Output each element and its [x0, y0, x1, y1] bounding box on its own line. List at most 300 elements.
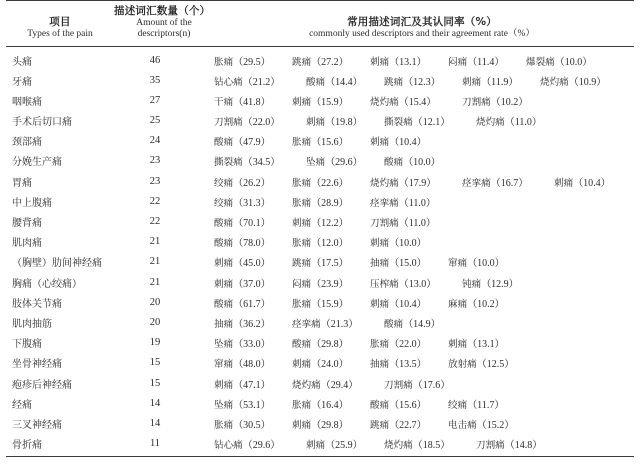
- descriptor-agreement-rate: （27.2）: [311, 56, 349, 68]
- descriptor-item: [302, 153, 380, 168]
- pain-descriptor-table: [6, 0, 634, 457]
- descriptor-item: [366, 234, 444, 249]
- cell-descriptors: [210, 151, 634, 171]
- descriptor-agreement-rate: （18.5）: [412, 440, 451, 452]
- descriptor-word: 抽痛: [370, 258, 390, 270]
- descriptor-item: [380, 436, 472, 451]
- descriptor-word: 刺痛: [214, 278, 234, 290]
- descriptor-item: [288, 315, 380, 330]
- cell-descriptor-amount: 22: [149, 216, 161, 228]
- descriptor-word: 跳痛: [384, 76, 404, 88]
- descriptor-word: 胀痛: [292, 238, 312, 250]
- descriptor-agreement-rate: （15.0）: [389, 258, 427, 270]
- descriptor-item: [210, 194, 288, 209]
- cell-descriptors: [210, 353, 634, 373]
- table-row: [6, 353, 634, 373]
- descriptor-word: 刺痛: [292, 359, 312, 371]
- descriptor-agreement-rate: （10.0）: [467, 258, 505, 270]
- descriptor-item: [210, 73, 302, 88]
- descriptor-item: [458, 73, 536, 88]
- descriptor-word: 刀割痛: [476, 440, 505, 452]
- table-row: [6, 272, 634, 292]
- descriptor-word: 酸痛: [370, 399, 390, 411]
- descriptor-item: [366, 194, 458, 209]
- descriptor-agreement-rate: （10.4）: [389, 298, 427, 310]
- descriptor-item: [366, 133, 444, 148]
- descriptor-agreement-rate: （28.9）: [311, 197, 349, 209]
- descriptor-item: [366, 355, 444, 370]
- table-row: [6, 111, 634, 131]
- cell-descriptor-amount: 23: [149, 175, 161, 187]
- descriptor-item: [366, 254, 444, 269]
- descriptor-word: 钻心痛: [214, 76, 243, 88]
- descriptor-item: [550, 174, 628, 189]
- descriptor-item: [472, 113, 564, 128]
- cell-pain-type: 头痛: [12, 56, 32, 68]
- descriptor-item: [366, 53, 444, 68]
- cell-pain-type: （胸壁）肋间神经痛: [12, 258, 102, 270]
- cell-pain-type: 牙痛: [12, 76, 32, 88]
- descriptor-item: [444, 416, 536, 431]
- descriptor-item: [210, 355, 288, 370]
- table-row: [6, 131, 634, 151]
- descriptor-list: [210, 416, 634, 431]
- descriptor-list: [210, 93, 634, 108]
- cell-descriptor-amount: 25: [149, 115, 161, 127]
- descriptor-word: 跳痛: [292, 258, 312, 270]
- cell-pain-type: 中上腹痛: [12, 197, 52, 209]
- descriptor-list: [210, 113, 634, 128]
- table-header: [6, 1, 634, 47]
- cell-descriptors: [210, 111, 634, 131]
- descriptor-item: [366, 295, 444, 310]
- descriptor-agreement-rate: （15.9）: [311, 298, 349, 310]
- table-row: [6, 373, 634, 393]
- descriptor-item: [380, 376, 472, 391]
- descriptor-item: [210, 53, 288, 68]
- cell-descriptor-amount: 24: [149, 135, 161, 147]
- descriptor-word: 刺痛: [292, 218, 312, 230]
- cell-descriptors: [210, 171, 634, 191]
- descriptor-word: 刺痛: [306, 440, 326, 452]
- descriptor-agreement-rate: （16.7）: [490, 177, 529, 189]
- descriptor-agreement-rate: （12.2）: [311, 218, 349, 230]
- descriptor-agreement-rate: （37.0）: [233, 278, 271, 290]
- descriptor-agreement-rate: （11.0）: [398, 218, 436, 230]
- descriptor-agreement-rate: （11.0）: [504, 117, 542, 129]
- descriptor-word: 刺痛: [462, 76, 482, 88]
- descriptor-item: [366, 214, 458, 229]
- column-header-amount-en-line2: descriptors(n): [137, 29, 191, 40]
- descriptor-word: 酸痛: [214, 137, 234, 149]
- descriptor-item: [366, 396, 444, 411]
- descriptor-item: [288, 174, 366, 189]
- cell-pain-type: 肢体关节痛: [12, 298, 62, 310]
- descriptor-item: [210, 416, 288, 431]
- descriptor-list: [210, 254, 634, 269]
- descriptor-agreement-rate: （12.9）: [481, 278, 519, 290]
- descriptor-item: [210, 315, 288, 330]
- descriptor-item: [366, 416, 444, 431]
- cell-descriptor-amount: 14: [149, 417, 161, 429]
- table-header-row: [6, 1, 634, 47]
- descriptor-list: [210, 376, 634, 391]
- descriptor-agreement-rate: （31.3）: [233, 197, 271, 209]
- column-header-descriptors-cn: 常用描述词汇及其认同率（%）: [347, 16, 497, 28]
- descriptor-agreement-rate: （10.2）: [490, 96, 529, 108]
- descriptor-agreement-rate: （70.1）: [233, 218, 271, 230]
- descriptor-item: [536, 73, 628, 88]
- descriptor-word: 闷痛: [292, 278, 312, 290]
- cell-descriptor-amount: 22: [149, 195, 161, 207]
- descriptor-item: [302, 73, 380, 88]
- table-body: [6, 46, 634, 456]
- descriptor-item: [458, 93, 550, 108]
- descriptor-agreement-rate: （22.0）: [389, 339, 427, 351]
- descriptor-item: [366, 93, 458, 108]
- cell-descriptor-amount: 15: [149, 377, 161, 389]
- column-header-type-of-pain: [6, 1, 114, 47]
- descriptor-agreement-rate: （10.0）: [389, 238, 427, 250]
- descriptor-item: [288, 93, 366, 108]
- descriptor-word: 干痛: [214, 96, 234, 108]
- cell-descriptors: [210, 312, 634, 332]
- descriptor-word: 烧灼痛: [370, 177, 399, 189]
- descriptor-word: 爆裂痛: [526, 56, 555, 68]
- descriptor-word: 烧灼痛: [540, 76, 569, 88]
- descriptor-agreement-rate: （17.5）: [311, 258, 349, 270]
- descriptor-word: 绞痛: [214, 177, 234, 189]
- descriptor-word: 胀痛: [292, 298, 312, 310]
- descriptor-agreement-rate: （12.5）: [476, 359, 515, 371]
- descriptor-item: [522, 53, 614, 68]
- descriptor-list: [210, 335, 634, 350]
- descriptor-item: [380, 73, 458, 88]
- cell-descriptor-amount: 15: [149, 357, 161, 369]
- table-row: [6, 333, 634, 353]
- table-row: [6, 171, 634, 191]
- descriptor-word: 胀痛: [370, 339, 390, 351]
- descriptor-agreement-rate: （22.6）: [311, 177, 349, 189]
- descriptor-agreement-rate: （15.4）: [398, 96, 437, 108]
- descriptor-agreement-rate: （10.0）: [403, 157, 441, 169]
- descriptor-list: [210, 53, 634, 68]
- table-row: [6, 252, 634, 272]
- descriptor-word: 绞痛: [214, 197, 234, 209]
- descriptor-agreement-rate: （78.0）: [233, 238, 271, 250]
- descriptor-list: [210, 315, 634, 330]
- descriptor-word: 刺痛: [214, 379, 234, 391]
- descriptor-agreement-rate: （10.9）: [568, 76, 607, 88]
- descriptor-agreement-rate: （10.4）: [389, 137, 427, 149]
- cell-pain-type: 分娩生产痛: [12, 157, 62, 169]
- descriptor-item: [458, 174, 550, 189]
- descriptor-item: [288, 295, 366, 310]
- cell-pain-type: 三叉神经痛: [12, 419, 62, 431]
- descriptor-item: [302, 436, 380, 451]
- descriptor-item: [288, 396, 366, 411]
- descriptor-item: [472, 436, 564, 451]
- descriptor-item: [288, 133, 366, 148]
- cell-descriptors: [210, 434, 634, 457]
- descriptor-item: [366, 174, 458, 189]
- cell-pain-type: 肌肉抽筋: [12, 318, 52, 330]
- table-row: [6, 151, 634, 171]
- cell-descriptor-amount: 21: [149, 236, 161, 248]
- table-row: [6, 46, 634, 70]
- descriptor-agreement-rate: （11.9）: [481, 76, 519, 88]
- cell-descriptor-amount: 27: [149, 94, 161, 106]
- cell-descriptor-amount: 20: [149, 316, 161, 328]
- table-row: [6, 211, 634, 231]
- descriptor-agreement-rate: （29.6）: [242, 440, 281, 452]
- descriptor-item: [288, 53, 366, 68]
- descriptor-item: [288, 214, 366, 229]
- table-row: [6, 312, 634, 332]
- cell-descriptor-amount: 21: [149, 256, 161, 268]
- descriptor-word: 刺痛: [370, 56, 390, 68]
- cell-descriptors: [210, 252, 634, 272]
- descriptor-word: 胀痛: [214, 419, 234, 431]
- cell-descriptors: [210, 292, 634, 312]
- descriptor-agreement-rate: （15.6）: [389, 399, 427, 411]
- descriptor-item: [288, 234, 366, 249]
- descriptor-word: 坠痛: [214, 399, 234, 411]
- descriptor-item: [366, 275, 458, 290]
- descriptor-list: [210, 355, 634, 370]
- column-header-descriptors-en: commonly used descriptors and their agreement rate（%）: [309, 28, 535, 39]
- cell-pain-type: 腰背痛: [12, 218, 42, 230]
- descriptor-agreement-rate: （29.6）: [325, 157, 363, 169]
- table-row: [6, 70, 634, 90]
- descriptor-word: 刀割痛: [214, 117, 243, 129]
- descriptor-agreement-rate: （29.4）: [320, 379, 359, 391]
- descriptor-word: 酸痛: [214, 218, 234, 230]
- descriptor-agreement-rate: （30.5）: [233, 419, 271, 431]
- descriptor-item: [380, 315, 458, 330]
- descriptor-word: 刀割痛: [384, 379, 413, 391]
- descriptor-agreement-rate: （45.0）: [233, 258, 271, 270]
- descriptor-list: [210, 436, 634, 451]
- descriptor-word: 烧灼痛: [384, 440, 413, 452]
- descriptor-word: 酸痛: [384, 318, 404, 330]
- descriptor-agreement-rate: （10.4）: [573, 177, 611, 189]
- descriptor-agreement-rate: （14.8）: [504, 440, 543, 452]
- descriptor-item: [288, 335, 366, 350]
- descriptor-word: 刺痛: [554, 177, 574, 189]
- descriptor-word: 钝痛: [462, 278, 482, 290]
- cell-pain-type: 骨折痛: [12, 440, 42, 452]
- descriptor-agreement-rate: （16.4）: [311, 399, 349, 411]
- descriptor-agreement-rate: （26.2）: [233, 177, 271, 189]
- descriptor-item: [444, 53, 522, 68]
- descriptor-agreement-rate: （13.0）: [398, 278, 437, 290]
- descriptor-agreement-rate: （12.0）: [311, 238, 349, 250]
- descriptor-item: [444, 396, 522, 411]
- descriptor-agreement-rate: （21.2）: [242, 76, 281, 88]
- table-row: [6, 413, 634, 433]
- descriptor-word: 刺痛: [370, 238, 390, 250]
- descriptor-item: [210, 93, 288, 108]
- descriptor-word: 刺痛: [448, 339, 468, 351]
- descriptor-list: [210, 234, 634, 249]
- descriptor-item: [288, 416, 366, 431]
- cell-descriptor-amount: 46: [149, 54, 161, 66]
- descriptor-word: 刺痛: [214, 258, 234, 270]
- descriptor-agreement-rate: （14.4）: [325, 76, 363, 88]
- descriptor-word: 坠痛: [214, 339, 234, 351]
- table-row: [6, 292, 634, 312]
- cell-pain-type: 胸痛（心绞痛）: [12, 278, 82, 290]
- descriptor-word: 烧灼痛: [476, 117, 505, 129]
- descriptor-agreement-rate: （14.9）: [403, 318, 441, 330]
- descriptor-agreement-rate: （47.1）: [233, 379, 271, 391]
- descriptor-agreement-rate: （11.4）: [467, 56, 505, 68]
- descriptor-agreement-rate: （34.5）: [242, 157, 281, 169]
- descriptor-item: [444, 355, 536, 370]
- descriptor-agreement-rate: （48.0）: [233, 359, 271, 371]
- cell-descriptors: [210, 131, 634, 151]
- descriptor-item: [288, 194, 366, 209]
- descriptor-item: [210, 234, 288, 249]
- descriptor-agreement-rate: （15.6）: [311, 137, 349, 149]
- descriptor-item: [210, 275, 288, 290]
- table-row: [6, 434, 634, 457]
- descriptor-word: 刺痛: [370, 298, 390, 310]
- descriptor-item: [380, 113, 472, 128]
- descriptor-word: 刺痛: [370, 137, 390, 149]
- descriptor-word: 胀痛: [292, 137, 312, 149]
- cell-descriptor-amount: 21: [149, 276, 161, 288]
- cell-descriptor-amount: 14: [149, 397, 161, 409]
- descriptor-word: 痉挛痛: [370, 197, 399, 209]
- cell-pain-type: 经痛: [12, 399, 32, 411]
- descriptor-item: [210, 113, 302, 128]
- descriptor-list: [210, 396, 634, 411]
- descriptor-word: 撕裂痛: [214, 157, 243, 169]
- descriptor-word: 坠痛: [306, 157, 326, 169]
- descriptor-item: [288, 376, 380, 391]
- descriptor-agreement-rate: （53.1）: [233, 399, 271, 411]
- descriptor-word: 烧灼痛: [370, 96, 399, 108]
- cell-descriptors: [210, 333, 634, 353]
- descriptor-agreement-rate: （41.8）: [233, 96, 271, 108]
- descriptor-item: [210, 254, 288, 269]
- table-row: [6, 393, 634, 413]
- descriptor-list: [210, 73, 634, 88]
- descriptor-agreement-rate: （23.9）: [311, 278, 349, 290]
- descriptor-word: 刺痛: [292, 419, 312, 431]
- descriptor-item: [210, 174, 288, 189]
- descriptor-list: [210, 153, 634, 168]
- descriptor-word: 绞痛: [448, 399, 468, 411]
- descriptor-item: [302, 113, 380, 128]
- cell-pain-type: 肌肉痛: [12, 238, 42, 250]
- descriptor-word: 酸痛: [214, 238, 234, 250]
- cell-pain-type: 手术后切口痛: [12, 117, 72, 129]
- descriptor-item: [458, 275, 536, 290]
- table-row: [6, 232, 634, 252]
- cell-descriptor-amount: 20: [149, 296, 161, 308]
- cell-pain-type: 咽喉痛: [12, 96, 42, 108]
- cell-descriptors: [210, 393, 634, 413]
- descriptor-agreement-rate: （15.2）: [476, 419, 515, 431]
- descriptor-agreement-rate: （10.2）: [467, 298, 505, 310]
- column-header-descriptors: [210, 1, 634, 47]
- descriptor-item: [210, 396, 288, 411]
- descriptor-agreement-rate: （17.6）: [412, 379, 451, 391]
- descriptor-item: [210, 376, 288, 391]
- descriptor-item: [288, 254, 366, 269]
- descriptor-item: [210, 295, 288, 310]
- descriptor-agreement-rate: （61.7）: [233, 298, 271, 310]
- descriptor-item: [444, 335, 522, 350]
- descriptor-word: 闷痛: [448, 56, 468, 68]
- table-row: [6, 191, 634, 211]
- descriptor-word: 胀痛: [292, 177, 312, 189]
- descriptor-agreement-rate: （15.9）: [311, 96, 349, 108]
- descriptor-word: 撕裂痛: [384, 117, 413, 129]
- cell-descriptors: [210, 373, 634, 393]
- cell-descriptors: [210, 232, 634, 252]
- descriptor-word: 胀痛: [214, 56, 234, 68]
- descriptor-word: 酸痛: [384, 157, 404, 169]
- cell-descriptor-amount: 19: [149, 337, 161, 349]
- cell-descriptors: [210, 191, 634, 211]
- descriptor-agreement-rate: （25.9）: [325, 440, 363, 452]
- descriptor-agreement-rate: （17.9）: [398, 177, 437, 189]
- descriptor-word: 跳痛: [292, 56, 312, 68]
- descriptor-word: 放射痛: [448, 359, 477, 371]
- descriptor-word: 酸痛: [214, 298, 234, 310]
- descriptor-list: [210, 214, 634, 229]
- cell-descriptor-amount: 23: [149, 155, 161, 167]
- descriptor-word: 胀痛: [292, 399, 312, 411]
- descriptor-item: [210, 214, 288, 229]
- descriptor-word: 抽痛: [214, 318, 234, 330]
- descriptor-word: 麻痛: [448, 298, 468, 310]
- descriptor-word: 刀割痛: [370, 218, 399, 230]
- descriptor-agreement-rate: （13.5）: [389, 359, 427, 371]
- cell-pain-type: 坐骨神经痛: [12, 359, 62, 371]
- column-header-amount-cn: 描述词汇数量（个）: [114, 5, 211, 17]
- descriptor-agreement-rate: （12.3）: [403, 76, 441, 88]
- descriptor-agreement-rate: （47.9）: [233, 137, 271, 149]
- descriptor-agreement-rate: （13.1）: [389, 56, 427, 68]
- descriptor-word: 痉挛痛: [462, 177, 491, 189]
- descriptor-word: 痉挛痛: [292, 318, 321, 330]
- descriptor-word: 酸痛: [306, 76, 326, 88]
- descriptor-word: 刺痛: [292, 96, 312, 108]
- descriptor-item: [444, 295, 522, 310]
- descriptor-item: [210, 436, 302, 451]
- descriptor-item: [366, 335, 444, 350]
- cell-descriptors: [210, 70, 634, 90]
- column-header-amount: [114, 1, 210, 47]
- cell-pain-type: 颈部痛: [12, 137, 42, 149]
- descriptor-agreement-rate: （24.0）: [311, 359, 349, 371]
- cell-pain-type: 下腹痛: [12, 339, 42, 351]
- descriptor-agreement-rate: （12.1）: [412, 117, 451, 129]
- descriptor-list: [210, 275, 634, 290]
- column-header-type-of-pain-en: Types of the pain: [27, 28, 93, 39]
- descriptor-agreement-rate: （29.8）: [311, 419, 349, 431]
- descriptor-agreement-rate: （10.0）: [554, 56, 593, 68]
- descriptor-list: [210, 133, 634, 148]
- descriptor-word: 跳痛: [370, 419, 390, 431]
- table-row: [6, 90, 634, 110]
- descriptor-agreement-rate: （19.8）: [325, 117, 363, 129]
